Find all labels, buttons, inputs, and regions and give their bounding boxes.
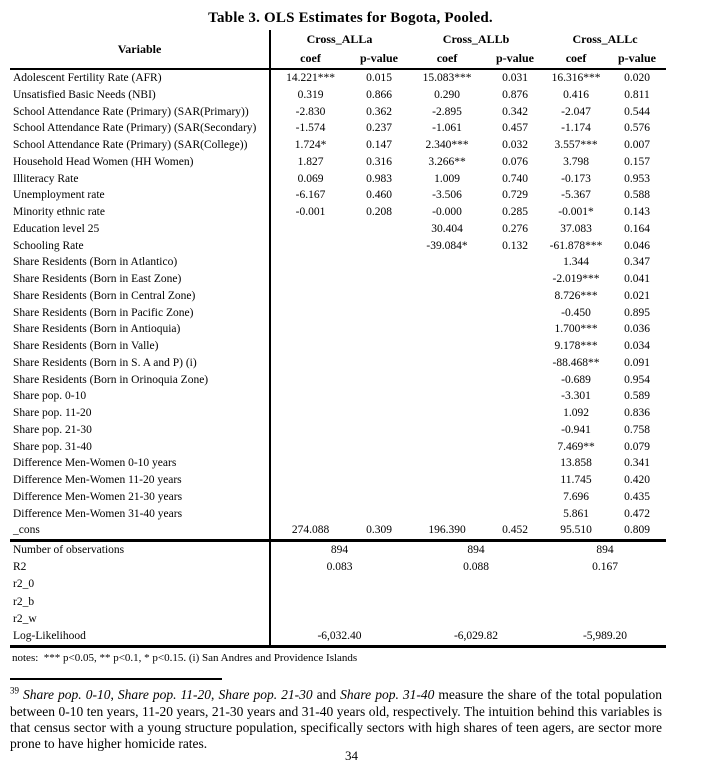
pvalue-c-cell: 0.020	[624, 72, 650, 84]
variable-label: Education level 25	[13, 222, 100, 235]
summary-label: r2_b	[13, 595, 35, 608]
variable-label: Share pop. 11-20	[13, 407, 92, 419]
coef-c-cell: 3.557***	[554, 139, 598, 151]
coef-c-cell: -0.450	[561, 306, 591, 319]
coef-c-cell: -0.173	[561, 172, 591, 185]
table-row	[10, 338, 666, 355]
coef-c-cell: 5.861	[563, 507, 589, 520]
pvalue-a-cell	[350, 388, 408, 405]
variable-label: Share Residents (Born in Pacific Zone)	[13, 306, 194, 319]
variable-label: Share Residents (Born in Atlantico)	[13, 256, 178, 269]
pvalue-b-cell	[486, 388, 544, 405]
pvalue-a-cell: 0.362	[366, 105, 392, 118]
summary-value-a: -6,032.40	[270, 628, 408, 647]
table-row	[10, 506, 666, 523]
coef-b-cell: 30.404	[431, 222, 463, 235]
variable-label: Difference Men-Women 11-20 years	[13, 474, 182, 486]
coef-a-cell	[270, 372, 350, 389]
pvalue-a-cell: 0.866	[366, 88, 392, 101]
footnote-italic-3: Share pop. 21-30	[218, 687, 313, 703]
summary-label: r2_0	[13, 578, 35, 591]
variable-label: Share Residents (Born in Orinoquia Zone)	[13, 373, 209, 386]
pvalue-a-cell: 0.147	[366, 139, 392, 151]
variable-label: Share Residents (Born in East Zone)	[13, 273, 182, 285]
pvalue-a-cell	[350, 271, 408, 288]
summary-row	[10, 576, 666, 593]
column-header-pvalue-a: p-value	[350, 49, 408, 69]
coef-c-cell: 9.178***	[554, 340, 598, 352]
coef-a-cell	[270, 221, 350, 238]
table-row	[10, 137, 666, 154]
column-header-pvalue-b: p-value	[486, 49, 544, 69]
summary-label: Log-Likelihood	[10, 628, 270, 647]
coef-b-cell	[408, 439, 486, 456]
coef-a-cell	[270, 388, 350, 405]
coef-b-cell: 2.340***	[425, 139, 469, 151]
summary-value-b: 894	[408, 541, 544, 560]
pvalue-c-cell: 0.420	[624, 474, 650, 486]
table-row	[10, 372, 666, 389]
pvalue-b-cell	[486, 372, 544, 389]
coef-c-cell: -2.047	[561, 105, 591, 118]
coef-a-cell: -2.830	[270, 104, 350, 121]
summary-row	[10, 594, 666, 611]
pvalue-b-cell	[486, 288, 544, 305]
coef-a-cell	[270, 405, 350, 422]
coef-b-cell	[408, 254, 486, 271]
pvalue-a-cell	[350, 405, 408, 422]
footnote-italic-2: Share pop. 11-20	[117, 687, 212, 703]
coef-c-cell: -1.174	[561, 122, 591, 135]
table-row	[10, 305, 666, 322]
coef-b-cell	[408, 405, 486, 422]
coef-a-cell	[270, 489, 350, 506]
table-row	[10, 187, 666, 204]
summary-value-b	[408, 594, 544, 611]
variable-label: Adolescent Fertility Rate (AFR)	[13, 72, 162, 84]
summary-value-c	[544, 594, 666, 611]
variable-label: Difference Men-Women 0-10 years	[13, 457, 177, 470]
variable-label: _cons	[13, 524, 40, 537]
pvalue-c-cell: 0.041	[624, 273, 650, 285]
table-row	[10, 439, 666, 456]
pvalue-a-cell: 0.208	[366, 206, 392, 218]
coef-c-cell: -0.001*	[558, 206, 594, 218]
pvalue-b-cell: 0.031	[502, 72, 528, 84]
table-row	[10, 204, 666, 221]
pvalue-b-cell: 0.876	[502, 88, 528, 101]
table-row	[10, 321, 666, 338]
pvalue-b-cell	[486, 455, 544, 472]
pvalue-c-cell: 0.046	[624, 239, 650, 252]
pvalue-b-cell: 0.276	[502, 222, 528, 235]
table-summary	[10, 541, 666, 647]
pvalue-b-cell	[486, 405, 544, 422]
pvalue-c-cell: 0.589	[624, 390, 650, 403]
footnote-separator	[10, 678, 222, 680]
pvalue-c-cell: 0.007	[624, 139, 650, 151]
pvalue-a-cell: 0.983	[366, 172, 392, 185]
table-header	[10, 30, 666, 69]
table-row	[10, 221, 666, 238]
coef-b-cell: 15.083***	[422, 72, 472, 84]
pvalue-a-cell: 0.309	[366, 524, 392, 537]
variable-label: Difference Men-Women 31-40 years	[13, 507, 183, 520]
pvalue-c-cell: 0.034	[624, 340, 650, 352]
coef-a-cell	[270, 439, 350, 456]
pvalue-b-cell: 0.452	[502, 524, 528, 537]
column-header-variable: Variable	[10, 30, 270, 69]
coef-b-cell	[408, 489, 486, 506]
footnote-italic-1: Share pop. 0-10	[23, 687, 111, 703]
table-row	[10, 254, 666, 271]
summary-row	[10, 541, 666, 560]
coef-b-cell: 3.266**	[428, 155, 466, 168]
variable-label: Household Head Women (HH Women)	[13, 155, 194, 168]
coef-c-cell: -2.019***	[552, 273, 600, 285]
summary-row	[10, 611, 666, 628]
column-group-cross-allc: Cross_ALLc	[572, 32, 638, 46]
pvalue-b-cell	[486, 422, 544, 439]
coef-a-cell	[270, 455, 350, 472]
pvalue-a-cell	[350, 254, 408, 271]
pvalue-b-cell	[486, 489, 544, 506]
coef-a-cell	[270, 288, 350, 305]
coef-b-cell	[408, 372, 486, 389]
page-number: 34	[345, 748, 358, 763]
pvalue-b-cell	[486, 338, 544, 355]
table-row	[10, 120, 666, 137]
table-row	[10, 522, 666, 540]
coef-c-cell: -0.941	[561, 423, 591, 436]
pvalue-b-cell	[486, 305, 544, 322]
pvalue-a-cell: 0.460	[366, 189, 392, 202]
table-body	[10, 69, 666, 541]
pvalue-c-cell: 0.341	[624, 457, 650, 470]
coef-c-cell: -61.878***	[549, 239, 603, 252]
pvalue-c-cell: 0.079	[624, 440, 650, 453]
coef-c-cell: -88.468**	[552, 356, 600, 369]
pvalue-b-cell: 0.740	[502, 172, 528, 185]
coef-b-cell: 1.009	[434, 172, 460, 185]
footnote-sep-1: ,	[110, 687, 118, 703]
pvalue-a-cell	[350, 422, 408, 439]
coef-a-cell	[270, 271, 350, 288]
pvalue-a-cell	[350, 372, 408, 389]
coef-a-cell	[270, 305, 350, 322]
coef-b-cell	[408, 271, 486, 288]
column-header-pvalue-c: p-value	[608, 49, 666, 69]
summary-value-b: -6,029.82	[408, 628, 544, 647]
coef-c-cell: 37.083	[560, 222, 592, 235]
coef-b-cell: 196.390	[428, 524, 466, 537]
table-row	[10, 472, 666, 489]
coef-a-cell	[270, 254, 350, 271]
pvalue-b-cell: 0.457	[502, 122, 528, 135]
pvalue-a-cell	[350, 472, 408, 489]
summary-value-c	[544, 611, 666, 628]
table-row	[10, 87, 666, 104]
variable-label: Minority ethnic rate	[13, 206, 105, 218]
footnote-sep-2: ,	[211, 687, 219, 703]
coef-a-cell	[270, 506, 350, 523]
pvalue-c-cell: 0.347	[624, 256, 650, 269]
summary-value-c: 894	[544, 541, 666, 560]
pvalue-c-cell: 0.157	[624, 155, 650, 168]
pvalue-c-cell: 0.811	[624, 88, 650, 101]
pvalue-a-cell: 0.015	[366, 72, 392, 84]
table-title: Table 3. OLS Estimates for Bogota, Pooled.	[208, 10, 493, 26]
coef-c-cell: 1.344	[563, 256, 589, 269]
summary-value-a	[270, 576, 408, 593]
summary-value-b	[408, 576, 544, 593]
coef-b-cell	[408, 455, 486, 472]
table-row	[10, 489, 666, 506]
coef-c-cell: 3.798	[563, 155, 589, 168]
summary-value-a: 0.083	[270, 559, 408, 576]
pvalue-c-cell: 0.576	[624, 122, 650, 135]
variable-label: School Attendance Rate (Primary) (SAR(Secondary)	[13, 122, 257, 135]
coef-c-cell: 95.510	[560, 524, 592, 537]
coef-a-cell: -6.167	[270, 187, 350, 204]
pvalue-c-cell: 0.036	[624, 323, 650, 336]
coef-b-cell	[408, 338, 486, 355]
footnote-body-text: measure the share of the total population between 0-10 ten years, 11-20 years, 21-30 years and 31-40 years old, respectively. The intuition behind this variables is that census sector with a young structure population, specifically sectors with high shares of teen agers, are sector more prone to have higher homicide rates.	[10, 687, 662, 752]
table-row	[10, 405, 666, 422]
variable-label: Share Residents (Born in Antioquia)	[13, 323, 181, 336]
column-header-coef-c: coef	[544, 49, 608, 69]
summary-value-c: -5,989.20	[544, 628, 666, 647]
table-row	[10, 388, 666, 405]
pvalue-c-cell: 0.472	[624, 507, 650, 520]
footnote-paragraph	[10, 687, 662, 753]
variable-label: Share Residents (Born in S. A and P) (i)	[13, 356, 197, 369]
pvalue-a-cell: 0.316	[366, 155, 392, 168]
pvalue-b-cell	[486, 439, 544, 456]
summary-label: Number of observations	[10, 541, 270, 560]
coef-b-cell: -1.061	[432, 122, 462, 135]
coef-a-cell: 0.069	[270, 171, 350, 188]
pvalue-a-cell	[350, 238, 408, 255]
coef-a-cell: 1.724*	[270, 137, 350, 154]
variable-label: Schooling Rate	[13, 239, 84, 252]
summary-label: R2	[13, 561, 27, 574]
pvalue-a-cell	[350, 321, 408, 338]
pvalue-b-cell	[486, 355, 544, 372]
coef-b-cell	[408, 506, 486, 523]
coef-a-cell: 0.319	[270, 87, 350, 104]
table-row	[10, 154, 666, 171]
pvalue-c-cell: 0.021	[624, 289, 650, 302]
pvalue-a-cell	[350, 506, 408, 523]
coef-b-cell: -39.084*	[426, 239, 468, 252]
coef-c-cell: -0.689	[561, 373, 591, 386]
pvalue-c-cell: 0.164	[624, 222, 650, 235]
pvalue-a-cell	[350, 338, 408, 355]
coef-b-cell	[408, 422, 486, 439]
pvalue-b-cell: 0.032	[502, 139, 528, 151]
table-row	[10, 171, 666, 188]
column-group-cross-allb: Cross_ALLb	[442, 32, 510, 46]
variable-label: Unsatisfied Basic Needs (NBI)	[13, 88, 156, 101]
variable-label: School Attendance Rate (Primary) (SAR(College))	[13, 139, 248, 151]
summary-value-b	[408, 611, 544, 628]
coef-a-cell	[270, 338, 350, 355]
pvalue-c-cell: 0.435	[624, 490, 650, 503]
pvalue-a-cell	[350, 288, 408, 305]
ols-estimates-table	[10, 30, 666, 648]
summary-label: r2_w	[13, 612, 37, 625]
coef-a-cell	[270, 472, 350, 489]
pvalue-c-cell: 0.544	[624, 105, 650, 118]
variable-label: Share pop. 0-10	[13, 390, 87, 403]
pvalue-c-cell: 0.836	[624, 407, 650, 419]
table-row	[10, 355, 666, 372]
footnote-marker: 39	[10, 685, 19, 696]
summary-value-c: 0.167	[592, 561, 618, 574]
coef-b-cell	[408, 355, 486, 372]
coef-a-cell: -1.574	[270, 120, 350, 137]
pvalue-a-cell	[350, 489, 408, 506]
footnote-italic-4: Share pop. 31-40	[340, 687, 435, 703]
coef-a-cell: 274.088	[270, 522, 350, 540]
summary-value-a: 894	[270, 541, 408, 560]
coef-a-cell: 14.221***	[270, 69, 350, 87]
pvalue-a-cell	[350, 439, 408, 456]
coef-c-cell: 13.858	[560, 457, 592, 470]
variable-label: School Attendance Rate (Primary) (SAR(Primary))	[13, 105, 249, 118]
footnote-sep-3: and	[312, 687, 341, 703]
table-row	[10, 455, 666, 472]
pvalue-b-cell: 0.342	[502, 105, 528, 118]
pvalue-a-cell	[350, 305, 408, 322]
coef-c-cell: 8.726***	[554, 289, 598, 302]
pvalue-a-cell	[350, 355, 408, 372]
pvalue-c-cell: 0.954	[624, 373, 650, 386]
variable-label: Share pop. 21-30	[13, 423, 92, 436]
pvalue-c-cell: 0.809	[624, 524, 650, 537]
pvalue-b-cell	[486, 472, 544, 489]
pvalue-b-cell: 0.285	[502, 206, 528, 218]
pvalue-a-cell	[350, 455, 408, 472]
coef-a-cell	[270, 321, 350, 338]
pvalue-b-cell	[486, 254, 544, 271]
coef-c-cell: 11.745	[560, 474, 592, 486]
pvalue-c-cell: 0.143	[624, 206, 650, 218]
coef-b-cell: 0.290	[434, 88, 460, 101]
variable-label: Share Residents (Born in Valle)	[13, 340, 159, 352]
coef-c-cell: 7.696	[563, 490, 589, 503]
coef-c-cell: -5.367	[561, 189, 591, 202]
coef-c-cell: 16.316***	[551, 72, 601, 84]
coef-b-cell: -0.000	[432, 206, 462, 218]
variable-label: Unemployment rate	[13, 189, 105, 202]
pvalue-b-cell: 0.729	[502, 189, 528, 202]
pvalue-b-cell: 0.132	[502, 239, 528, 252]
coef-b-cell: -3.506	[432, 189, 462, 202]
table-row	[10, 104, 666, 121]
pvalue-c-cell: 0.588	[624, 189, 650, 202]
pvalue-b-cell	[486, 321, 544, 338]
table-row	[10, 69, 666, 87]
summary-row	[10, 559, 666, 576]
table-row	[10, 288, 666, 305]
coef-c-cell: 1.700***	[554, 323, 598, 336]
column-header-coef-b: coef	[408, 49, 486, 69]
group-header-row	[10, 30, 666, 49]
pvalue-b-cell	[486, 506, 544, 523]
coef-b-cell	[408, 321, 486, 338]
coef-a-cell: 1.827	[270, 154, 350, 171]
coef-b-cell	[408, 305, 486, 322]
table-row	[10, 271, 666, 288]
pvalue-a-cell	[350, 221, 408, 238]
pvalue-c-cell: 0.091	[624, 356, 650, 369]
variable-label: Difference Men-Women 21-30 years	[13, 490, 183, 503]
variable-label: Share pop. 31-40	[13, 440, 92, 453]
coef-a-cell	[270, 238, 350, 255]
pvalue-b-cell	[486, 271, 544, 288]
pvalue-a-cell: 0.237	[366, 122, 392, 135]
coef-b-cell	[408, 388, 486, 405]
pvalue-c-cell: 0.758	[624, 423, 650, 436]
column-header-coef-a: coef	[270, 49, 350, 69]
column-group-cross-alla: Cross_ALLa	[270, 30, 408, 49]
coef-c-cell: 7.469**	[557, 440, 595, 453]
summary-value-b: 0.088	[463, 561, 489, 574]
summary-value-c	[544, 576, 666, 593]
coef-b-cell	[408, 288, 486, 305]
table-notes: notes: *** p<0.05, ** p<0.1, * p<0.15. (i) San Andres and Providence Islands	[12, 652, 358, 665]
coef-a-cell: -0.001	[270, 204, 350, 221]
summary-row	[10, 628, 666, 647]
coef-c-cell: 0.416	[563, 88, 589, 101]
table-row	[10, 238, 666, 255]
coef-a-cell	[270, 422, 350, 439]
coef-b-cell: -2.895	[432, 105, 462, 118]
summary-value-a	[270, 594, 408, 611]
variable-label: Share Residents (Born in Central Zone)	[13, 289, 196, 302]
variable-label: Illiteracy Rate	[13, 172, 79, 185]
coef-a-cell	[270, 355, 350, 372]
table-row	[10, 422, 666, 439]
pvalue-c-cell: 0.953	[624, 172, 650, 185]
coef-c-cell: -3.301	[561, 390, 591, 403]
summary-value-a	[270, 611, 408, 628]
coef-c-cell: 1.092	[563, 407, 589, 419]
pvalue-c-cell: 0.895	[624, 306, 650, 319]
coef-b-cell	[408, 472, 486, 489]
pvalue-b-cell: 0.076	[502, 155, 528, 168]
